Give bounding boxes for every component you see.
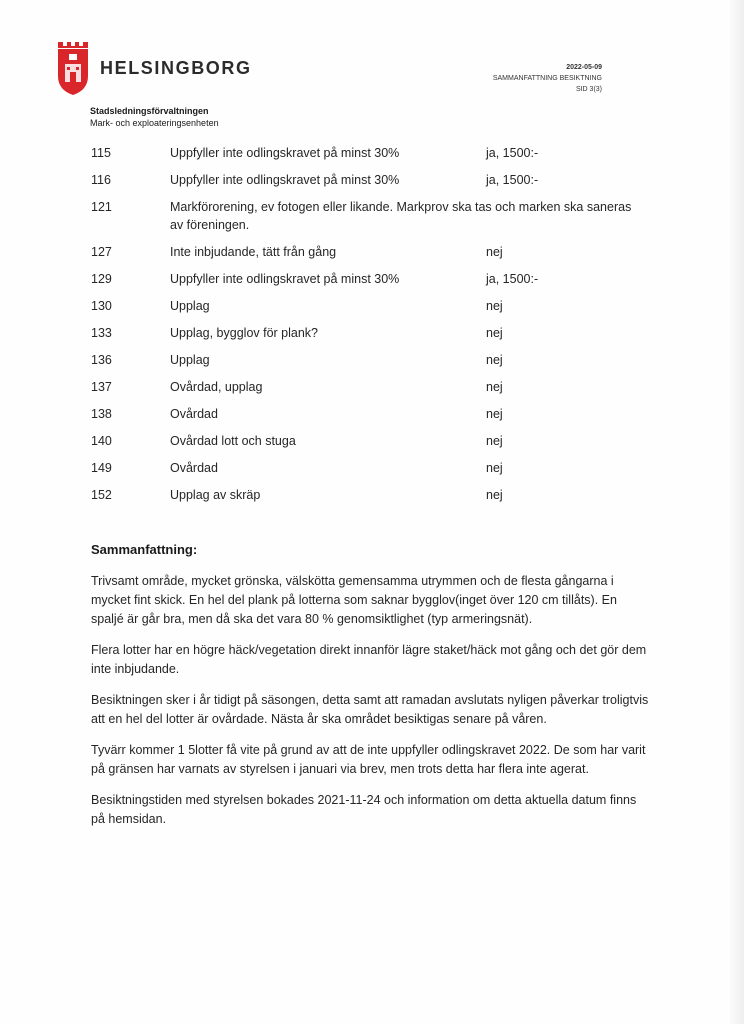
scan-edge bbox=[730, 0, 744, 1024]
table-row bbox=[91, 459, 651, 477]
lot-description: Upplag bbox=[170, 353, 210, 367]
summary-section bbox=[91, 540, 651, 841]
lot-fine: ja, 1500:- bbox=[486, 272, 539, 286]
table-row bbox=[91, 405, 651, 423]
lot-number: 115 bbox=[91, 146, 111, 160]
helsingborg-crest-icon bbox=[56, 42, 90, 96]
table-row bbox=[91, 297, 651, 315]
unit-name: Mark- och exploateringsenheten bbox=[90, 118, 219, 128]
lot-description: Ovårdad bbox=[170, 407, 218, 421]
lot-number: 137 bbox=[91, 380, 112, 394]
lot-fine: ja, 1500:- bbox=[486, 146, 539, 160]
lot-number: 121 bbox=[91, 200, 112, 214]
lot-number: 133 bbox=[91, 326, 112, 340]
summary-paragraph: Besiktningstiden med styrelsen bokades 2021-11-24 och information om detta aktuella datum finns på hemsidan. bbox=[91, 793, 637, 826]
summary-paragraph: Trivsamt område, mycket grönska, välskötta gemensamma utrymmen och de flesta gångarna i mycket fint skick. En hel del plank på lotterna som saknar bygglov(inget över 120 cm tillåts). En spaljé är går bra, men då ska det vara 80 % genomsiktlighet (typ armeringsnät). bbox=[91, 574, 617, 626]
lot-description: Ovårdad lott och stuga bbox=[170, 434, 296, 448]
table-row bbox=[91, 198, 651, 234]
document-meta bbox=[422, 62, 602, 95]
table-row bbox=[91, 432, 651, 450]
lot-description: Ovårdad bbox=[170, 461, 218, 475]
table-row bbox=[91, 378, 651, 396]
lot-number: 138 bbox=[91, 407, 112, 421]
lot-number: 130 bbox=[91, 299, 112, 313]
lot-description: Uppfyller inte odlingskravet på minst 30% bbox=[170, 173, 400, 187]
lot-fine: nej bbox=[486, 299, 503, 313]
lot-fine: nej bbox=[486, 461, 503, 475]
lot-description: Markförorening, ev fotogen eller likande. Markprov ska tas och marken ska saneras av föreningen. bbox=[170, 200, 632, 232]
table-row bbox=[91, 144, 651, 162]
lot-fine: ja, 1500:- bbox=[486, 173, 539, 187]
lot-fine: nej bbox=[486, 488, 503, 502]
lot-number: 127 bbox=[91, 245, 112, 259]
inspection-list bbox=[91, 144, 651, 513]
lot-fine: nej bbox=[486, 326, 503, 340]
lot-description: Upplag bbox=[170, 299, 210, 313]
table-row bbox=[91, 324, 651, 342]
lot-description: Upplag, bygglov för plank? bbox=[170, 326, 319, 340]
lot-fine: nej bbox=[486, 434, 503, 448]
department-block bbox=[90, 105, 219, 129]
lot-description: Uppfyller inte odlingskravet på minst 30% bbox=[170, 146, 400, 160]
lot-number: 129 bbox=[91, 272, 112, 286]
lot-description: Upplag av skräp bbox=[170, 488, 261, 502]
lot-number: 140 bbox=[91, 434, 112, 448]
document-type: SAMMANFATTNING BESIKTNING bbox=[492, 75, 602, 82]
summary-heading: Sammanfattning: bbox=[91, 542, 198, 557]
lot-number: 136 bbox=[91, 353, 112, 367]
page-number: SID 3(3) bbox=[575, 86, 602, 93]
summary-paragraph: Tyvärr kommer 1 5lotter få vite på grund av att de inte uppfyller odlingskravet 2022. De som har varit på gränsen har varnats av styrelsen i januari via brev, men trots detta har flera inte agerat. bbox=[91, 743, 646, 776]
table-row bbox=[91, 171, 651, 189]
summary-paragraph: Besiktningen sker i år tidigt på säsongen, detta samt att ramadan avslutats nyligen påverkar troligtvis att en hel del lotter är ovårdade. Nästa år ska området besiktigas senare på våren. bbox=[91, 693, 649, 726]
lot-description: Inte inbjudande, tätt från gång bbox=[170, 245, 337, 259]
table-row bbox=[91, 270, 651, 288]
lot-description: Uppfyller inte odlingskravet på minst 30% bbox=[170, 272, 400, 286]
document-date: 2022-05-09 bbox=[566, 64, 602, 71]
lot-number: 152 bbox=[91, 488, 112, 502]
summary-paragraph: Flera lotter har en högre häck/vegetation direkt innanför lägre staket/häck mot gång och det gör dem inte inbjudande. bbox=[91, 643, 647, 676]
department-name: Stadsledningsförvaltningen bbox=[90, 106, 209, 116]
org-name: HELSINGBORG bbox=[100, 58, 252, 78]
lot-fine: nej bbox=[486, 407, 503, 421]
lot-fine: nej bbox=[486, 353, 503, 367]
table-row bbox=[91, 486, 651, 504]
lot-number: 149 bbox=[91, 461, 112, 475]
lot-fine: nej bbox=[486, 380, 503, 394]
table-row bbox=[91, 351, 651, 369]
lot-fine: nej bbox=[486, 245, 503, 259]
lot-number: 116 bbox=[91, 173, 111, 187]
lot-description: Ovårdad, upplag bbox=[170, 380, 263, 394]
table-row bbox=[91, 243, 651, 261]
